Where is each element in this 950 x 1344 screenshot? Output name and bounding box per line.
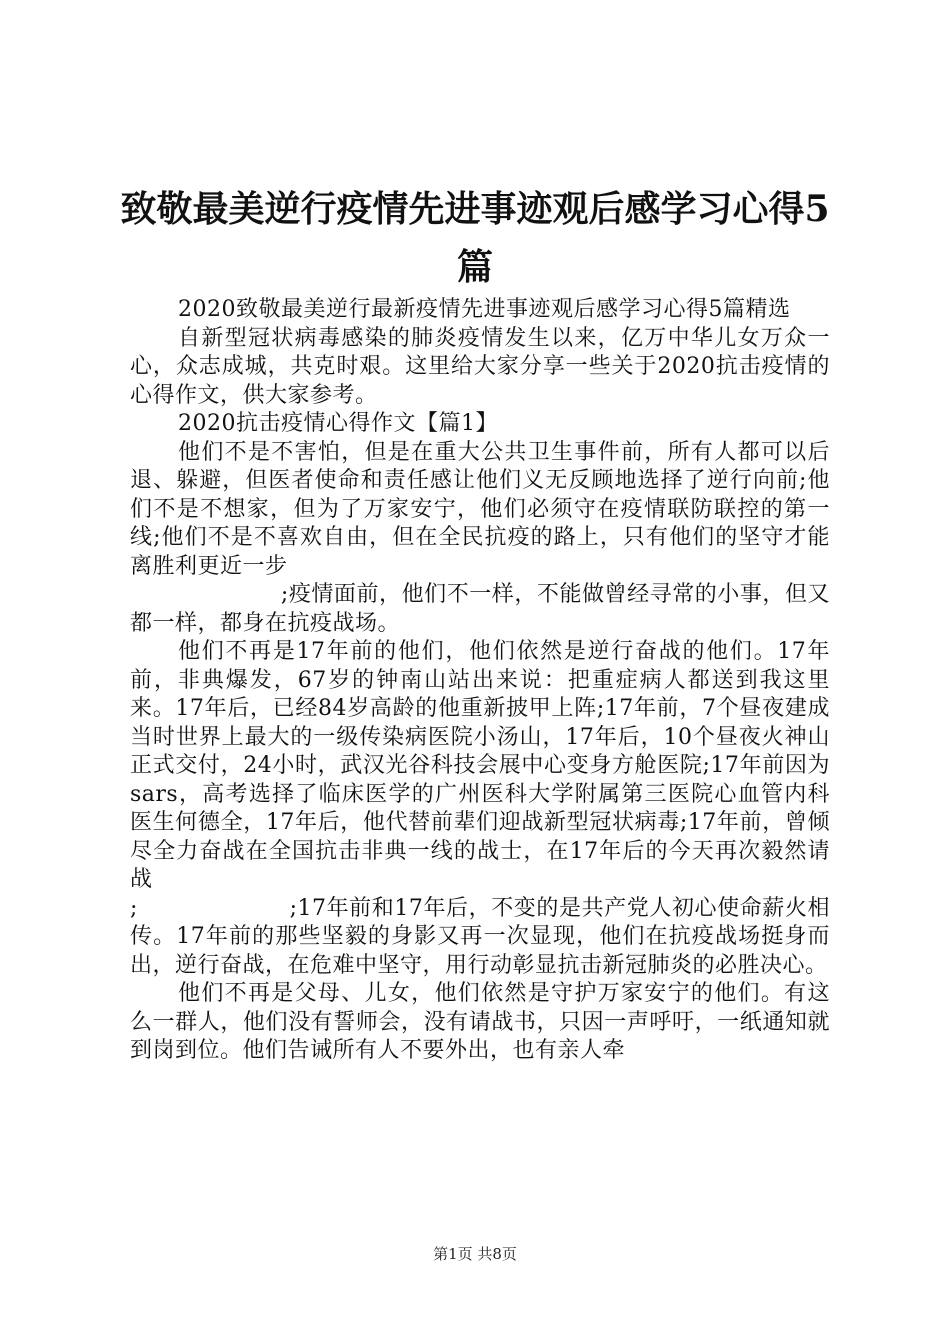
document-body bbox=[130, 296, 830, 1066]
paragraph: 2020致敬最美逆行最新疫情先进事迹观后感学习心得5篇精选 bbox=[178, 297, 791, 322]
paragraph: ;疫情面前，他们不一样，不能做曾经寻常的小事，但又都一样，都身在抗疫战场。 bbox=[130, 582, 830, 636]
paragraph: 他们不再是父母、儿女，他们依然是守护万家安宁的他们。有这么一群人，他们没有誓师会，没有请战书，只因一声呼吁，一纸通知就到岗到位。他们告诫所有人不要外出，也有亲人牵 bbox=[130, 981, 830, 1063]
document-title bbox=[0, 180, 950, 296]
title-line-1: 致敬最美逆行疫情先进事迹观后感学习心得5 bbox=[120, 188, 830, 230]
title-line-2: 篇 bbox=[456, 246, 493, 288]
page-footer: 第1页 共8页 bbox=[433, 1245, 517, 1263]
paragraph: ; ;17年前和17年后，不变的是共产党人初心使命薪火相传。17年前的那些坚毅的身影又再一次显现，他们在抗疫战场挺身而出，逆行奋战，在危难中坚守，用行动彰显抗击新冠肺炎的必胜决心。 bbox=[130, 895, 830, 978]
section-heading: 2020抗击疫情心得作文【篇1】 bbox=[178, 411, 498, 436]
paragraph: 他们不是不害怕，但是在重大公共卫生事件前，所有人都可以后退、躲避，但医者使命和责任感让他们义无反顾地选择了逆行向前;他们不是不想家，但为了万家安宁，他们必须守在疫情联防联控的第一线;他们不是不喜欢自由，但在全民抗疫的路上，只有他们的坚守才能离胜利更近一步 bbox=[130, 439, 830, 579]
paragraph: 他们不再是17年前的他们，他们依然是逆行奋战的他们。17年前，非典爆发，67岁的钟南山站出来说：把重症病人都送到我这里来。17年后，已经84岁高龄的他重新披甲上阵;17年前，7个昼夜建成当时世界上最大的一级传染病医院小汤山，17年后，10个昼夜火神山正式交付，24小时，武汉光谷科技会展中心变身方舱医院;17年前因为sars，高考选择了临床医学的广州医科大学附属第三医院心血管内科医生何德全，17年后，他代替前辈们迎战新型冠状病毒;17年前，曾倾尽全力奋战在全国抗击非典一线的战士，在17年后的今天再次毅然请战 bbox=[130, 639, 830, 892]
paragraph: 自新型冠状病毒感染的肺炎疫情发生以来，亿万中华儿女万众一心，众志成城，共克时艰。这里给大家分享一些关于2020抗击疫情的心得作文，供大家参考。 bbox=[130, 325, 830, 408]
